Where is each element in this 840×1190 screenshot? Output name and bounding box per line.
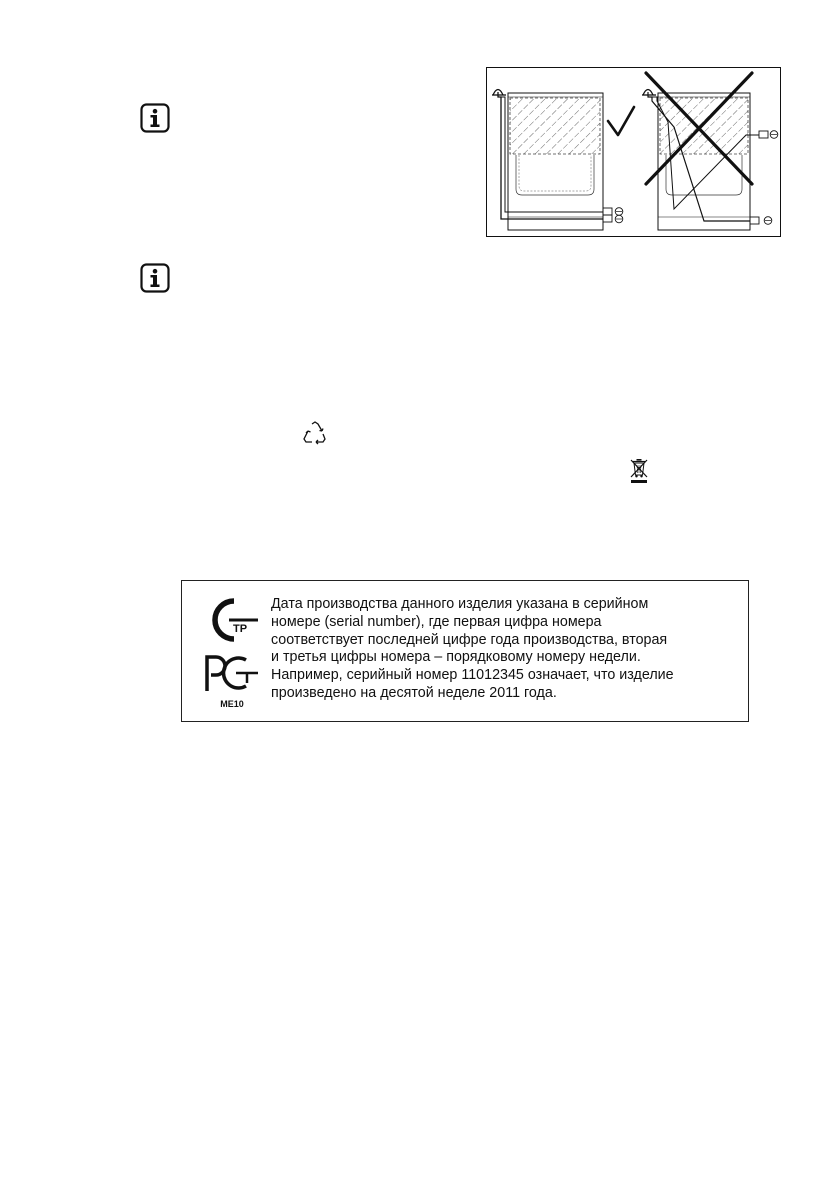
serial-number-note — [181, 580, 749, 722]
serial-text-line: номере (serial number), где первая цифра номера — [271, 613, 602, 630]
pct-mark-icon — [207, 657, 258, 709]
svg-text:ТР: ТР — [233, 623, 248, 635]
gost-tr-mark-icon — [215, 601, 258, 639]
info-icon — [140, 263, 170, 293]
serial-number-text — [271, 596, 741, 703]
serial-text-line: и третья цифры номера – порядковому номеру недели. — [271, 649, 641, 666]
crossed-bin-icon — [628, 458, 650, 484]
recycle-icon — [302, 420, 328, 446]
serial-text-line: соответствует последней цифре года производства, вторая — [271, 631, 668, 648]
serial-text-line: Например, серийный номер 11012345 означает, что изделие — [271, 667, 674, 684]
serial-text-line: Дата производства данного изделия указана в серийном — [271, 596, 649, 612]
info-icon — [140, 103, 170, 133]
certification-marks — [204, 597, 260, 709]
svg-text:МЕ10: МЕ10 — [220, 699, 244, 709]
installation-figure — [486, 67, 781, 237]
serial-text-line: произведено на десятой неделе 2011 года. — [271, 684, 557, 701]
